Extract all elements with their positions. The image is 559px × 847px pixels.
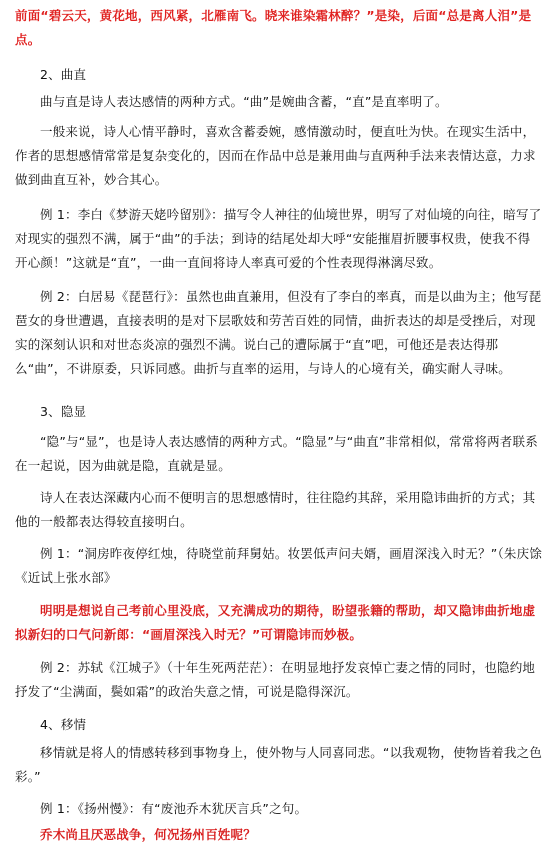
heading-yiqing: 4、移情 bbox=[40, 717, 87, 732]
paragraph-yinxian-expression: 诗人在表达深藏内心而不便明言的思想感情时，往往隐约其辞，采用隐讳曲折的方式；其他的一般都表达得较直接明白。 bbox=[15, 490, 536, 529]
paragraph-intro-red: 前面“碧云天，黄花地，西风紧，北雁南飞。晓来谁染霜林醉？”是染，后面“总是离人泪”是点。 bbox=[15, 8, 532, 47]
paragraph-quzhi-definition: 曲与直是诗人表达感情的两种方式。“曲”是婉曲含蓄，“直”是直率明了。 bbox=[40, 94, 448, 109]
paragraph-example-libai: 例 1：李白《梦游天姥吟留别》：描写令人神往的仙境世界，明写了对仙境的向往，暗写了对现实的强烈不满，属于“曲”的手法；到诗的结尾处却大呼“安能摧眉折腰事权贵，使我不得开心颜！”这就是“直”，一曲一直间将诗人率真可爱的个性表现得淋漓尽致。 bbox=[15, 207, 542, 270]
heading-quzhi: 2、曲直 bbox=[40, 67, 87, 82]
paragraph-example-zhuqingyu: 例 1：“洞房昨夜停红烛，待晓堂前拜舅姑。妆罢低声问夫婿，画眉深浅入时无？”（朱庆馀《近试上张水部》 bbox=[15, 546, 543, 585]
paragraph-example-yangzhoumen: 例 1：《扬州慢》：有“废池乔木犹厌言兵”之句。 bbox=[40, 801, 308, 816]
paragraph-example-baijuyi: 例 2：白居易《琵琶行》：虽然也曲直兼用，但没有了李白的率真，而是以曲为主；他写琵琶女的身世遭遇，直接表明的是对下层歌妓和劳苦百姓的同情，曲折表达的却是受挫后，对现实的深刻认识和对世态炎凉的强烈不满。说白己的遭际属于“直”吧，可他还是表达得那么“曲”，不讲原委，只诉同感。曲折与直率的运用，与诗人的心境有关，确实耐人寻味。 bbox=[15, 289, 542, 376]
paragraph-yiqing-definition: 移情就是将人的情感转移到事物身上，使外物与人同喜同悲。“以我观物，使物皆着我之色彩。” bbox=[15, 745, 542, 784]
paragraph-quzhi-general: 一般来说，诗人心情平静时，喜欢含蓄委婉，感情激动时，便直吐为快。在现实生活中，作者的思想感情常常是复杂变化的，因而在作品中总是兼用曲与直两种手法来表情达意，力求做到曲直互补，妙合其心。 bbox=[15, 124, 536, 187]
heading-yinxian: 3、隐显 bbox=[40, 404, 87, 419]
paragraph-conclusion-red: 乔木尚且厌恶战争，何况扬州百姓呢？ bbox=[40, 827, 256, 842]
paragraph-yinxian-definition: “隐”与“显”，也是诗人表达感情的两种方式。“隐显”与“曲直”非常相似，常常将两者联系在一起说，因为曲就是隐，直就是显。 bbox=[15, 434, 538, 473]
paragraph-example-sushi: 例 2：苏轼《江城子》（十年生死两茫茫）：在明显地抒发哀悼亡妻之情的同时，也隐约地抒发了“尘满面，鬓如霜”的政治失意之情，可说是隐得深沉。 bbox=[15, 660, 536, 699]
paragraph-analysis-red: 明明是想说自己考前心里没底，又充满成功的期待，盼望张籍的帮助，却又隐讳曲折地虚拟新妇的口气问新郎：“画眉深浅入时无？”可谓隐讳而妙极。 bbox=[15, 603, 536, 642]
